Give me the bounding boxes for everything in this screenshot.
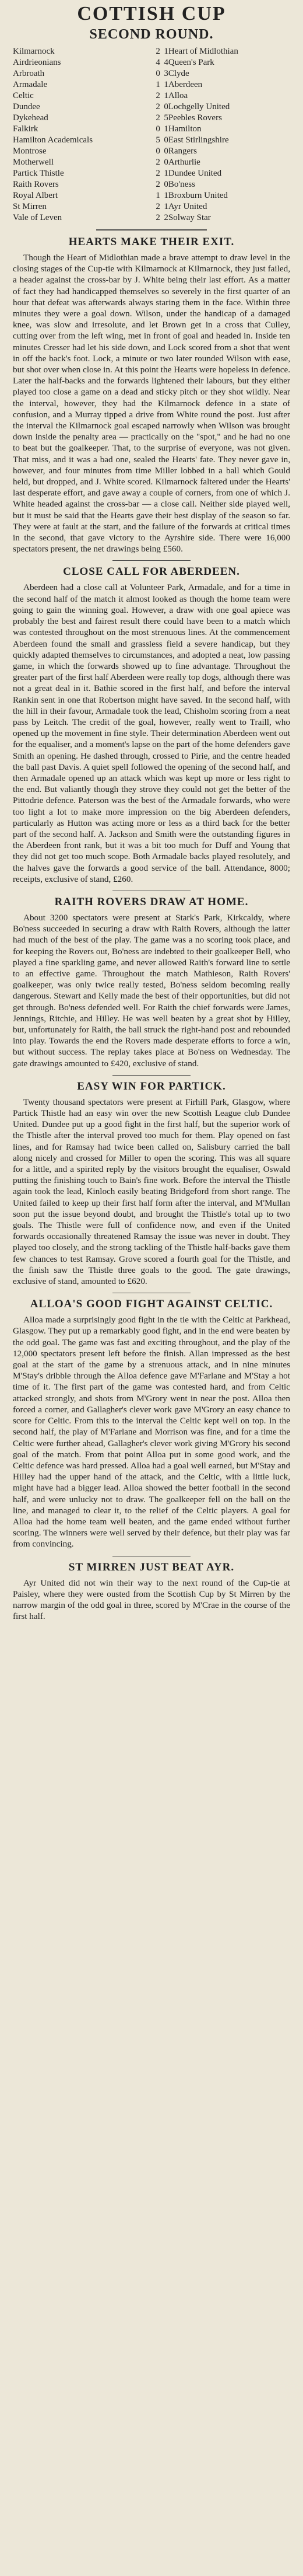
away-team: Lochgelly United (168, 102, 230, 111)
home-score: 2 (156, 202, 160, 211)
article-heading: EASY WIN FOR PARTICK. (77, 1080, 226, 1092)
away-team: Peebles Rovers (168, 113, 222, 123)
home-score: 2 (156, 180, 160, 189)
home-score: 0 (156, 69, 160, 78)
result-row (13, 146, 290, 157)
away-score: 1 (164, 80, 168, 89)
away-team: Clyde (168, 69, 189, 78)
away-team: Bo'ness (168, 180, 195, 189)
home-team: Falkirk (13, 124, 38, 134)
result-row (13, 157, 290, 168)
home-score: 1 (156, 80, 160, 89)
away-team: East Stirlingshire (168, 135, 229, 145)
home-team: Partick Thistle (13, 169, 64, 178)
away-score: 5 (164, 113, 168, 123)
result-row (13, 201, 290, 212)
home-team: Montrose (13, 146, 47, 156)
away-score: 1 (164, 202, 168, 211)
page-title: COTTISH CUP (77, 3, 226, 25)
result-row (13, 179, 290, 190)
away-team: Broxburn United (168, 191, 228, 200)
article-paragraph: Alloa made a surprisingly good fight in the tie with the Celtic at Parkhead, Glasgow. They put up a remarkably good fight, and in the end were beaten by the odd goal. The game was fast and exciting throughout, and the play of the 12,000 spectators present left before the finish. Allan impressed as the best goal at the start of the game by a strenuous attack, and in nine minutes M'Stay's dribble through the Alloa defence gave M'Farlane and M'Stay a hot time of it. The first part of the game was contested hard, and from Celtic attacked strongly, and shots from M'Grory went in near the post. Alloa then forced a corner, and Gallagher's clever work gave M'Grory an easy chance to score for Celtic. From this to the interval the Celtic kept well on top. In the second half, the play of M'Farlane and Morrison was fine, and for a time the Celtic were further ahead, Gallagher's clever work giving M'Grory his second goal of the match. From that point Alloa put in some good work, and the Celtic defence was hard pressed. Alloa had a goal well earned, but M'Stay and Hilley had the upper hand of the attack, and the Celtic, with a little luck, might have had a bigger lead. Alloa showed the better football in the second half, and were unlucky not to draw. The goalkeeper fell on the ball on the line, and managed to clear it, to the relief of the Celtic players. A goal for Alloa had the home team well beaten, and the game ended without further scoring. The winners were well served by their defence, but their play was far from convincing. (13, 1315, 290, 1549)
home-team: Kilmarnock (13, 47, 55, 56)
home-team: Hamilton Academicals (13, 135, 93, 145)
home-team: Raith Rovers (13, 180, 59, 189)
away-team: Solway Star (168, 213, 211, 222)
home-score: 0 (156, 146, 160, 156)
away-score: 0 (164, 102, 168, 111)
home-score: 2 (156, 102, 160, 111)
result-row (13, 79, 290, 90)
round-heading: SECOND ROUND. (89, 27, 214, 42)
away-team: Dundee United (168, 169, 222, 178)
divider (112, 560, 190, 561)
away-score: 1 (164, 124, 168, 134)
away-score: 0 (164, 180, 168, 189)
result-row (13, 190, 290, 201)
result-row (13, 57, 290, 68)
home-score: 0 (156, 124, 160, 134)
home-score: 2 (156, 169, 160, 178)
home-team: St Mirren (13, 202, 47, 211)
result-row (13, 113, 290, 124)
away-team: Ayr United (168, 202, 207, 211)
home-score: 2 (156, 158, 160, 167)
article-paragraph: Though the Heart of Midlothian made a brave attempt to draw level in the closing stages of the Cup-tie with Kilmarnock at Kilmarnock, they just failed, a header against the cross-bar by J. White being their last effort. As a matter of fact they had handicapped themselves so severely in the first quarter of an hour that defeat was afterwards always staring them in the face. Within three minutes they were a goal down. Wilson, under the handicap of a damaged knee, was slow and irresolute, and let Brown get in a cross that Culley, cutting over from the left wing, met in front of goal and headed in. Inside ten minutes Cresser had let his side down, and Lock scored from a shot that went in off the back's foot. Lock, a minute or two later rounded Wilson with ease, but shot over when close in. At this point the Hearts were hopeless in defence. Later the half-backs and the forwards lightened their labours, but they either played too close a game on a dead and sticky pitch or they shot wildly. Near the interval, however, they had the Kilmarnock defence in a state of confusion, and a Murray tipped a drive from White round the post. Just after the interval the Kilmarnock goal escaped narrowly when Wilson was brought down inside the penalty area — practically on the "spot," and he had no one to beat but the goalkeeper. That, to the surprise of everyone, was not given. That miss, and it was a bad one, sealed the Hearts' fate. They never gave in, however, and four minutes from time Miller lobbed in a ball which Gould held, but dropped, and J. White scored. Kilmarnock faltered under the Hearts' last desperate effort, and gave away a couple of corners, from one of which J. White headed against the cross-bar — a close call. Neither side played well, but it must be said that the Hearts gave their best display of the season so far. They were at fault at the start, and the failure of the forwards at critical times in the second, that gave victory to the Ayrshire side. There were 16,000 spectators present, the net drawings being £560. (13, 253, 290, 554)
home-team: Vale of Leven (13, 213, 62, 222)
divider (112, 1075, 190, 1076)
away-score: 1 (164, 91, 168, 100)
home-score: 2 (156, 91, 160, 100)
home-team: Motherwell (13, 158, 54, 167)
result-row (13, 68, 290, 79)
away-team: Rangers (168, 146, 198, 156)
result-row (13, 46, 290, 57)
articles (13, 236, 290, 1622)
result-row (13, 135, 290, 146)
away-score: 1 (164, 169, 168, 178)
article-paragraph: Ayr United did not win their way to the next round of the Cup-tie at Paisley, where they were ousted from the Scottish Cup by St Mirren by the narrow margin of the odd goal in three, scored by M'Crae in the course of the first half. (13, 1577, 290, 1622)
away-team: Arthurlie (168, 158, 200, 167)
result-row (13, 212, 290, 224)
away-score: 0 (164, 135, 168, 145)
article-heading: CLOSE CALL FOR ABERDEEN. (63, 566, 240, 578)
home-team: Royal Albert (13, 191, 58, 200)
away-score: 4 (164, 58, 168, 67)
home-score: 1 (156, 191, 160, 200)
article-paragraph: About 3200 spectators were present at Stark's Park, Kirkcaldy, where Bo'ness succeeded in securing a draw with Raith Rovers, although the latter had much of the best of the play. The game was a no scoring took place, and for keeping the Rovers out, Bo'ness are indebted to their goalkeeper Bell, who played a fine sparkling game, and never allowed Raith's forward line to settle to an effective game. Throughout the match Mathieson, Raith Rovers' goalkeeper, was only twice really tested, Bo'ness seldom becoming really dangerous. Stewart and Kelly made the best of their opportunities, but did not get through. Bo'ness defended well. For Raith the chief forwards were James, Jennings, Ritchie, and Hilley. He was well beaten by a great shot by Hilley, but, unfortunately for Raith, the ball struck the right-hand post and rebounded into play. Towards the end the Rovers made desperate efforts to force a win, but without success. The replay takes place at Bo'ness on Wednesday. The gate drawings amounted to £420, exclusive of stand. (13, 912, 290, 1069)
article-heading: ST MIRREN JUST BEAT AYR. (68, 1561, 235, 1573)
away-score: 0 (164, 146, 168, 156)
home-score: 2 (156, 47, 160, 56)
article-heading: ALLOA'S GOOD FIGHT AGAINST CELTIC. (30, 1298, 273, 1311)
article-heading: HEARTS MAKE THEIR EXIT. (68, 236, 235, 248)
home-team: Celtic (13, 91, 34, 100)
away-score: 1 (164, 191, 168, 200)
away-score: 0 (164, 158, 168, 167)
result-row (13, 168, 290, 179)
home-team: Dundee (13, 102, 40, 111)
home-score: 2 (156, 113, 160, 123)
away-team: Queen's Park (168, 58, 214, 67)
away-team: Hamilton (168, 124, 202, 134)
home-score: 5 (156, 135, 160, 145)
article-heading: RAITH ROVERS DRAW AT HOME. (54, 895, 249, 908)
divider (96, 229, 207, 231)
result-row (13, 102, 290, 113)
away-team: Aberdeen (168, 80, 203, 89)
home-team: Airdrieonians (13, 58, 61, 67)
result-row (13, 90, 290, 102)
article-paragraph: Aberdeen had a close call at Volunteer Park, Armadale, and for a time in the second half of the match it almost looked as though the home team were going to gain the winning goal. However, a draw with one goal apiece was probably the best and fairest result there could have been to a match which was contested throughout on the most strenuous lines. At the commencement Aberdeen found the small and grassless field a severe handicap, but they quickly adapted themselves to circumstances, and adopted a neat, low passing game, in which the forwards showed up to fine advantage. Throughout the greater part of the first half Aberdeen were really top dogs, although there was not a great deal in it. Bathie scored in the first half, and before the interval Rankin sent in one that Robertson might have saved. In the second half, with the hill in their favour, Armadale took the lead, Chisholm scoring from a neat pass by Leitch. The credit of the goal, however, really went to Traill, who opened up the movement in fine style. Their determination Aberdeen went out for the equaliser, and a moment's lapse on the part of the home defenders gave Smith an opening. He dashed through, crossed to Pirie, and the centre headed the ball past Davis. A quiet spell followed the opening of the second half, and then Armadale opened up an attack which was kept up more or less right to the end. But valiantly though they strove they could not get the better of the Pittodrie defence. Paterson was the best of the Armadale forwards, who were too light a lot to make more impression on the big Aberdeen defenders, particularly as Hutton was acting more or less as a third back for the better part of the second half. A. Jackson and Smith were the outstanding figures in the Aberdeen front rank, but it was a bit too much for Duff and Young that they did not get too much scope. Both Armadale backs played resolutely, and the halves gave the forwards a good service of the ball. Attendance, 8000; receipts, exclusive of stand, £260. (13, 582, 290, 884)
home-score: 4 (156, 58, 160, 67)
home-score: 2 (156, 213, 160, 222)
away-score: 2 (164, 213, 168, 222)
article-paragraph: Twenty thousand spectators were present at Firhill Park, Glasgow, where Partick Thistle had an easy win over the new Scottish League club Dundee United. Dundee put up a good fight in the first half, but the superior work of the Thistle after the interval proved too much for them. Play opened on fast lines, and for Ramsay had twice been called on, Salisbury carried the ball along nicely and crossed for Miller to open the scoring. This was all square for a little, and a spirited reply by the visitors brought the equaliser, Oswald putting the finishing touch to Bain's fine work. Before the interval the Thistle again took the lead, Kinloch easily beating Bridgeford from short range. The United failed to keep up their first half form after the interval, and M'Mullan soon put the issue beyond doubt, and brought the Thistle's total up to two goals. The Thistle were full of confidence now, and even if the United forwards occasionally threatened Ramsay the issue was never in doubt. They played too closely, and the strong tackling of the Thistle half-backs gave them few chances to test Ramsay. Grove scored a fourth goal for the Thistle, and the finish saw the Thistle three goals to the good. The gate drawings, exclusive of stand, amounted to £620. (13, 1097, 290, 1287)
result-row (13, 124, 290, 135)
results-table (13, 46, 290, 224)
away-team: Heart of Midlothian (168, 47, 238, 56)
home-team: Dykehead (13, 113, 48, 123)
home-team: Arbroath (13, 69, 45, 78)
away-score: 3 (164, 69, 168, 78)
home-team: Armadale (13, 80, 48, 89)
away-score: 1 (164, 47, 168, 56)
away-team: Alloa (168, 91, 188, 100)
